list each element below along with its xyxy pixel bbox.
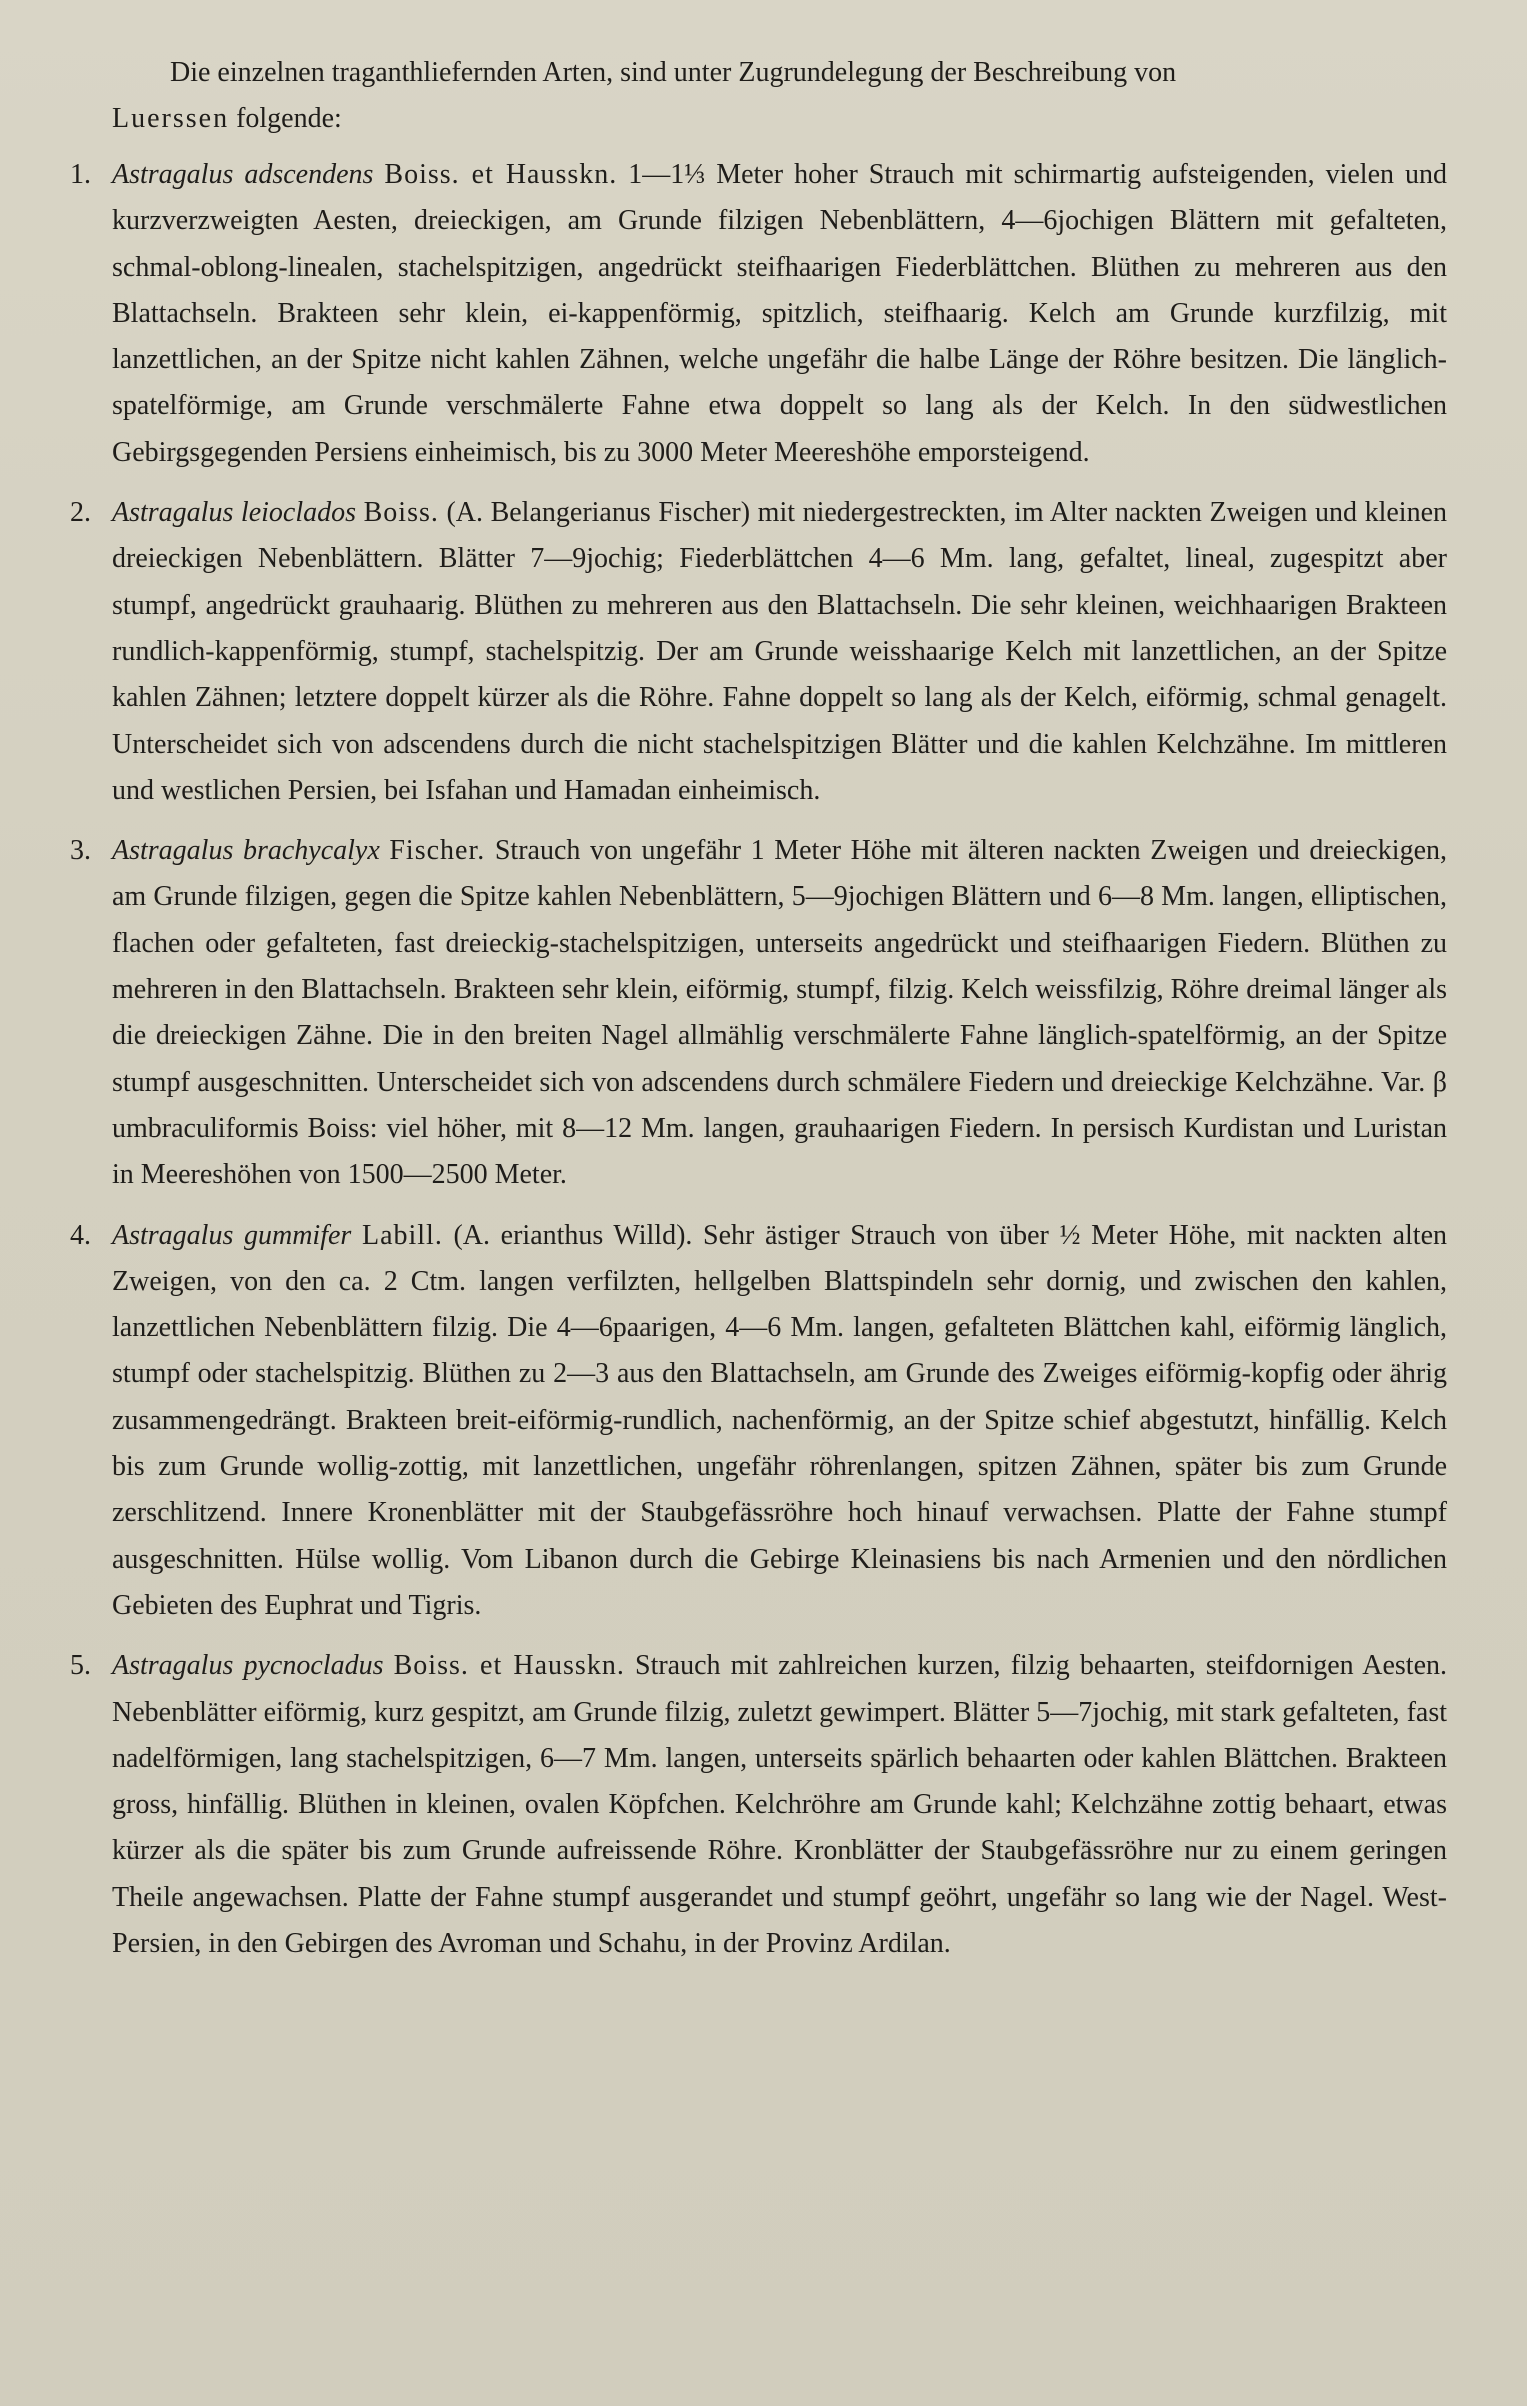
intro-author-name: Luerssen <box>112 103 230 134</box>
species-name: Astragalus brachycalyx <box>112 835 380 867</box>
species-entry-2 <box>70 490 1447 814</box>
species-description: (A. erianthus Willd). Sehr ästiger Strauch von über ½ Meter Höhe, mit nackten alten Zweigen, von den ca. 2 Ctm. langen verfilzten, hellgelben Blattspindeln sehr dornig, und zwischen den kahlen, lanzettlichen Nebenblättern filzig. Die 4—6paarigen, 4—6 Mm. langen, gefalteten Blättchen kahl, eiförmig länglich, stumpf oder stachelspitzig. Blüthen zu 2—3 aus den Blattachseln, am Grunde des Zweiges eiförmig-kopfig oder ährig zusammengedrängt. Brakteen breit-eiförmig-rundlich, nachenförmig, an der Spitze schief abgestutzt, hinfällig. Kelch bis zum Grunde wollig-zottig, mit lanzettlichen, ungefähr röhrenlangen, spitzen Zähnen, später bis zum Grunde zerschlitzend. Innere Kronenblätter mit der Staubgefässröhre hoch hinauf verwachsen. Platte der Fahne stumpf ausgeschnitten. Hülse wollig. Vom Libanon durch die Gebirge Kleinasiens bis nach Armenien und den nördlichen Gebieten des Euphrat und Tigris. <box>112 1219 1448 1621</box>
species-description: 1—1⅓ Meter hoher Strauch mit schirmartig aufsteigenden, vielen und kurzverzweigten Aesten, dreieckigen, am Grunde filzigen Nebenblättern, 4—6jochigen Blättern mit gefalteten, schmal-oblong-linealen, stachelspitzigen, angedrückt steifhaarigen Fiederblättchen. Blüthen zu mehreren aus den Blattachseln. Brakteen sehr klein, ei-kappenförmig, spitzlich, steifhaarig. Kelch am Grunde kurzfilzig, mit lanzettlichen, an der Spitze nicht kahlen Zähnen, welche ungefähr die halbe Länge der Röhre besitzen. Die länglich-spatelförmige, am Grunde verschmälerte Fahne etwa doppelt so lang als der Kelch. In den südwestlichen Gebirgsgegenden Persiens einheimisch, bis zu 3000 Meter Meereshöhe emporsteigend. <box>112 159 1447 468</box>
species-name: Astragalus leioclados <box>112 497 357 529</box>
species-name: Astragalus gummifer <box>112 1219 352 1251</box>
species-entry-5 <box>70 1643 1448 1967</box>
species-entry-1 <box>70 152 1447 476</box>
species-description: Strauch mit zahlreichen kurzen, filzig behaarten, steifdornigen Aesten. Nebenblätter eiförmig, kurz gespitzt, am Grunde filzig, zuletzt gewimpert. Blätter 5—7jochig, mit stark gefalteten, fast nadelförmigen, lang stachelspitzigen, 6—7 Mm. langen, unterseits spärlich behaarten oder kahlen Blättchen. Brakteen gross, hinfällig. Blüthen in kleinen, ovalen Köpfchen. Kelchröhre am Grunde kahl; Kelchzähne zottig behaart, etwas kürzer als die später bis zum Grunde aufreissende Röhre. Kronblätter der Staubgefässröhre nur zu einem geringen Theile angewachsen. Platte der Fahne stumpf ausgerandet und stumpf geöhrt, ungefähr so lang wie der Nagel. West-Persien, in den Gebirgen des Avroman und Schahu, in der Provinz Ardilan. <box>112 1650 1448 1959</box>
species-author: Labill. <box>361 1219 443 1251</box>
intro-text: Die einzelnen traganthliefernden Arten, sind unter Zugrundelegung der Beschreibung von <box>170 57 1177 88</box>
species-description: Strauch von ungefähr 1 Meter Höhe mit älteren nackten Zweigen und dreieckigen, am Grunde filzigen, gegen die Spitze kahlen Nebenblättern, 5—9jochigen Blättern und 6—8 Mm. langen, elliptischen, flachen oder gefalteten, fast dreieckig-stachelspitzigen, unterseits angedrückt und steifhaarigen Fiedern. Blüthen zu mehreren in den Blattachseln. Brakteen sehr klein, eiförmig, stumpf, filzig. Kelch weissfilzig, Röhre dreimal länger als die dreieckigen Zähne. Die in den breiten Nagel allmählig verschmälerte Fahne länglich-spatelförmig, an der Spitze stumpf ausgeschnitten. Unterscheidet sich von adscendens durch schmälere Fiedern und dreieckige Kelchzähne. Var. β umbraculiformis Boiss: viel höher, mit 8—12 Mm. langen, grauhaarigen Fiedern. In persisch Kurdistan und Luristan in Meereshöhen von 1500—2500 Meter. <box>112 835 1447 1191</box>
intro-paragraph <box>32 50 1447 142</box>
species-author: Boiss. <box>363 497 439 529</box>
species-name: Astragalus pycnocladus <box>112 1650 384 1682</box>
species-entry-3 <box>70 828 1447 1198</box>
species-name: Astragalus adscendens <box>112 159 374 190</box>
entry-number: 2. <box>70 497 91 529</box>
entry-number: 5. <box>70 1650 91 1682</box>
species-author: Fischer. <box>389 835 486 867</box>
entry-number: 1. <box>70 159 91 190</box>
species-author: Boiss. et Hausskn. <box>384 159 618 190</box>
species-list <box>70 152 1448 1967</box>
entry-number: 3. <box>70 835 91 867</box>
entry-number: 4. <box>70 1219 91 1251</box>
species-author: Boiss. et Hausskn. <box>393 1650 625 1682</box>
species-description: (A. Belangerianus Fischer) mit niedergestreckten, im Alter nackten Zweigen und kleinen dreieckigen Nebenblättern. Blätter 7—9jochig; Fiederblättchen 4—6 Mm. lang, gefaltet, lineal, zugespitzt aber stumpf, angedrückt grauhaarig. Blüthen zu mehreren aus den Blattachseln. Die sehr kleinen, weichhaarigen Brakteen rundlich-kappenförmig, stumpf, stachelspitzig. Der am Grunde weisshaarige Kelch mit lanzettlichen, an der Spitze kahlen Zähnen; letztere doppelt kürzer als die Röhre. Fahne doppelt so lang als der Kelch, eiförmig, schmal genagelt. Unterscheidet sich von adscendens durch die nicht stachelspitzigen Blätter und die kahlen Kelchzähne. Im mittleren und westlichen Persien, bei Isfahan und Hamadan einheimisch. <box>112 497 1447 806</box>
intro-tail: folgende: <box>229 103 342 134</box>
species-entry-4 <box>70 1213 1448 1630</box>
